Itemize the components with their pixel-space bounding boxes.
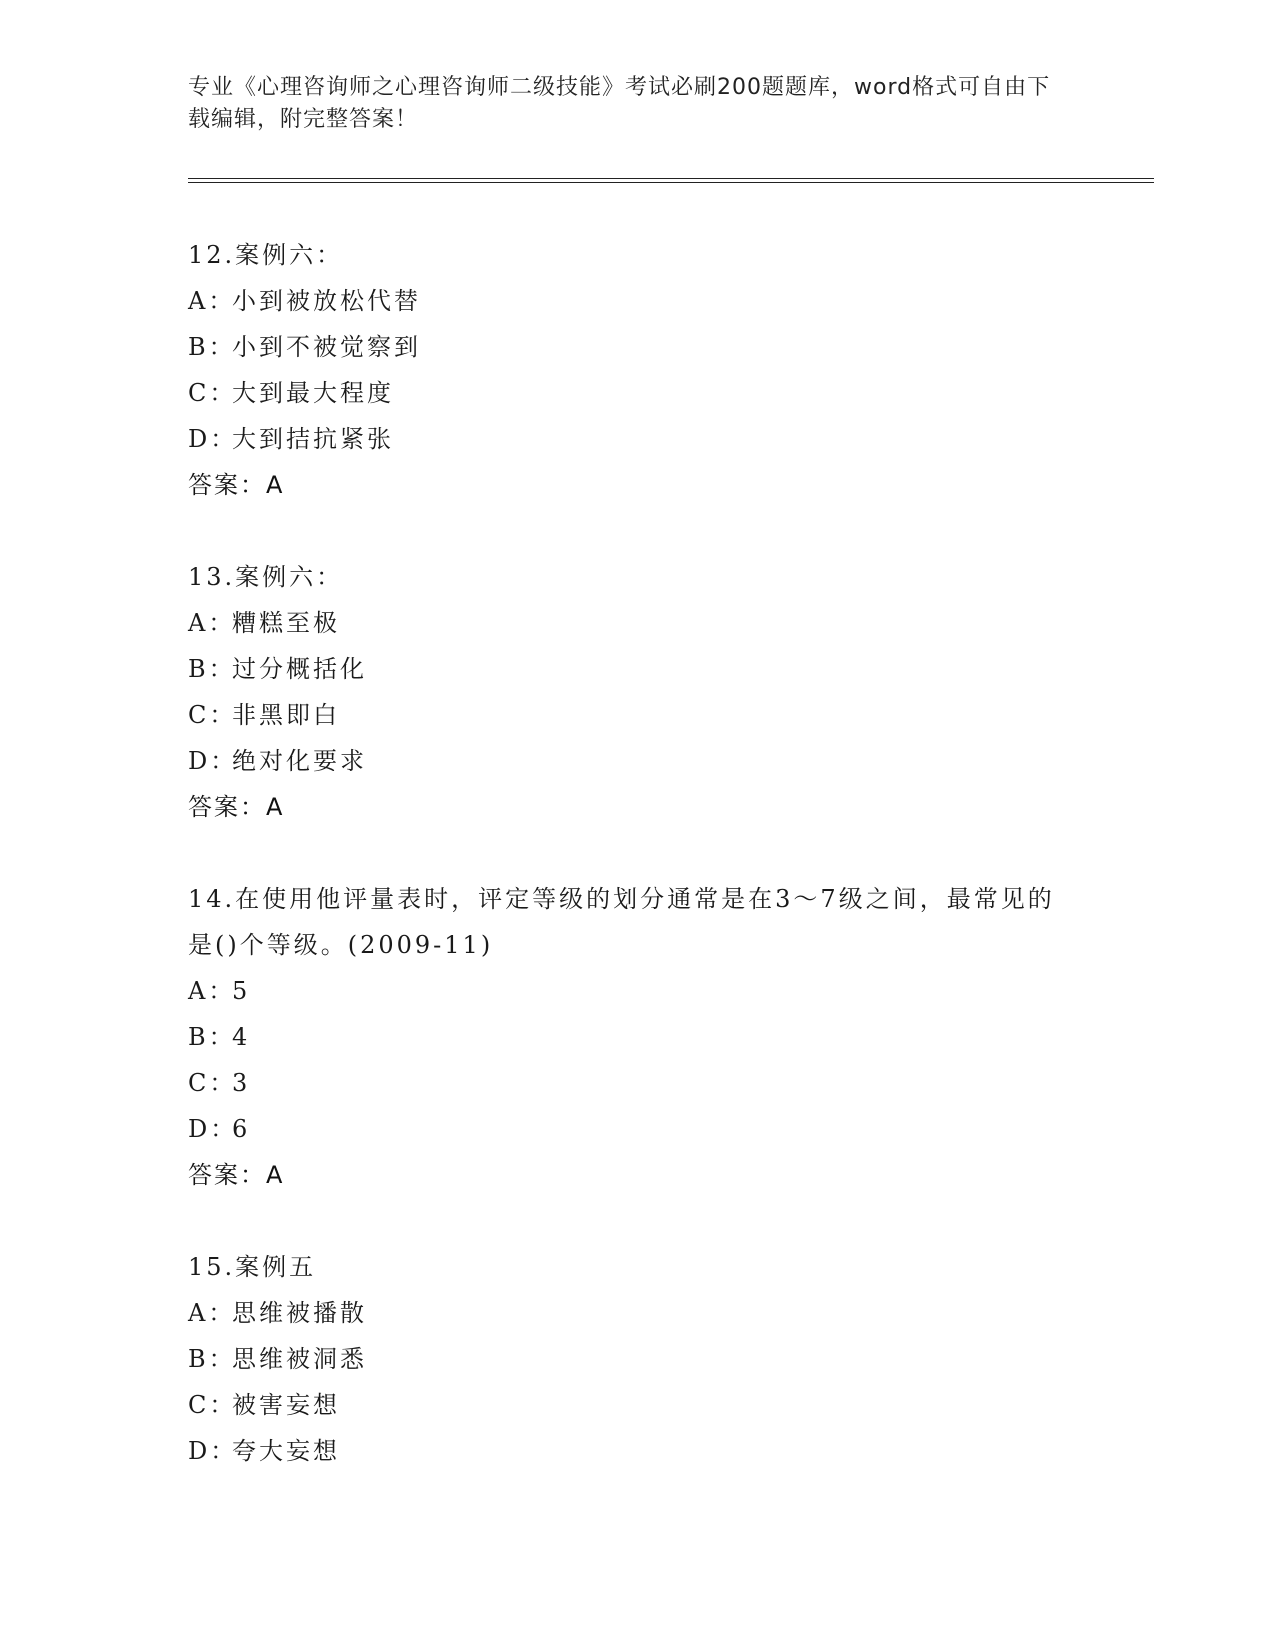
option-c xyxy=(188,370,1088,416)
option-d xyxy=(188,738,1088,784)
question-15 xyxy=(188,1244,1088,1474)
option-text: 小到被放松代替 xyxy=(232,287,421,315)
question-list xyxy=(188,232,1088,1520)
option-text: 非黑即白 xyxy=(232,701,340,729)
option-text: 过分概括化 xyxy=(232,655,367,683)
option-text: 思维被播散 xyxy=(232,1299,367,1327)
option-letter: C： xyxy=(188,701,237,729)
option-letter: A： xyxy=(188,977,236,1005)
option-text: 4 xyxy=(232,1023,251,1051)
option-letter: D： xyxy=(188,747,238,775)
option-c xyxy=(188,692,1088,738)
question-13 xyxy=(188,554,1088,830)
option-letter: C： xyxy=(188,1391,237,1419)
option-text: 绝对化要求 xyxy=(232,747,367,775)
header-divider-top xyxy=(188,178,1154,179)
question-stem: 12.案例六： xyxy=(188,241,344,269)
option-text: 5 xyxy=(232,977,251,1005)
header-divider-bottom xyxy=(188,182,1154,183)
option-a xyxy=(188,278,1088,324)
question-14 xyxy=(188,876,1088,1198)
option-letter: C： xyxy=(188,379,237,407)
option-letter: D： xyxy=(188,1437,238,1465)
option-letter: B： xyxy=(188,655,236,683)
option-letter: C： xyxy=(188,1069,237,1097)
option-text: 思维被洞悉 xyxy=(232,1345,367,1373)
option-letter: A： xyxy=(188,287,236,315)
option-text: 大到最大程度 xyxy=(232,379,394,407)
option-text: 大到拮抗紧张 xyxy=(232,425,394,453)
option-a xyxy=(188,968,1088,1014)
option-a xyxy=(188,600,1088,646)
option-text: 被害妄想 xyxy=(232,1391,340,1419)
option-letter: D： xyxy=(188,1115,238,1143)
answer-label: 答案：A xyxy=(188,793,285,821)
option-d xyxy=(188,1428,1088,1474)
option-letter: B： xyxy=(188,333,236,361)
option-b xyxy=(188,324,1088,370)
option-d xyxy=(188,416,1088,462)
question-stem: 15.案例五 xyxy=(188,1253,317,1281)
option-a xyxy=(188,1290,1088,1336)
option-b xyxy=(188,1336,1088,1382)
question-12 xyxy=(188,232,1088,508)
option-text: 3 xyxy=(232,1069,251,1097)
option-b xyxy=(188,646,1088,692)
option-b xyxy=(188,1014,1088,1060)
option-c xyxy=(188,1382,1088,1428)
option-letter: B： xyxy=(188,1023,236,1051)
option-letter: A： xyxy=(188,1299,236,1327)
answer-label: 答案：A xyxy=(188,471,285,499)
document-header: 专业《心理咨询师之心理咨询师二级技能》考试必刷200题题库，word格式可自由下载编辑，附完整答案！ xyxy=(188,75,1051,132)
question-stem: 14.在使用他评量表时，评定等级的划分通常是在3～7级之间，最常见的是()个等级。(2009-11) xyxy=(188,885,1055,959)
option-d xyxy=(188,1106,1088,1152)
option-text: 夸大妄想 xyxy=(232,1437,340,1465)
option-text: 糟糕至极 xyxy=(232,609,340,637)
option-c xyxy=(188,1060,1088,1106)
answer-label: 答案：A xyxy=(188,1161,285,1189)
option-text: 6 xyxy=(232,1115,251,1143)
option-letter: D： xyxy=(188,425,238,453)
option-letter: A： xyxy=(188,609,236,637)
option-letter: B： xyxy=(188,1345,236,1373)
question-stem: 13.案例六： xyxy=(188,563,344,591)
option-text: 小到不被觉察到 xyxy=(232,333,421,361)
